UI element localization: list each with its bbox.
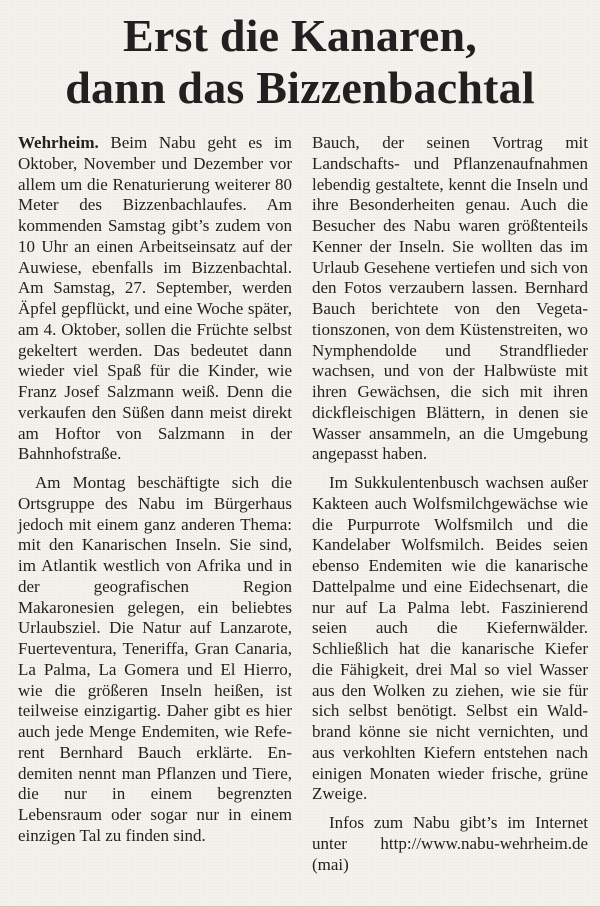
- article-paragraph: Bauch, der seinen Vortrag mit Landschafts- und Pflanzenaufnahmen lebendig gestaltete, kennt die Inseln und ihre Besonderheiten genau. Auch die Besucher des Nabu waren größtenteils Kenner der Inseln. Sie wollten das im Urlaub Gesehene vertiefen und sich von den Fotos verzaubern lassen. Bernhard Bauch berichtete von den Vegetationszonen, von dem Küstenstreiten, wo Nymphendolde und Strandflieder wachsen, und von der Halbwüste mit ihren Gewächsen, die sich mit ihren dickfleischigen Blättern, in denen sie Wasser ansammeln, an die Umgebung angepasst haben.: [312, 133, 588, 464]
- headline-line-1: Erst die Kanaren,: [123, 10, 477, 61]
- headline: [0, 10, 600, 114]
- article-column-left: [18, 133, 292, 855]
- dateline: Wehrheim.: [18, 133, 99, 152]
- article-paragraph: [18, 133, 292, 465]
- article-paragraph: Am Montag beschäftigte sich die Ortsgruppe des Nabu im Bürgerhaus jedoch mit einem ganz anderen Thema: mit den Kanarischen Inseln. Sie sind, im Atlantik westlich von Afrika und in der geografischen Region Makaronesien gelegen, ein beliebtes Urlaubsziel. Die Natur auf Lanzarote, Fuerteventura, Teneriffa, Gran Canaria, La Palma, La Gomera und El Hierro, wie die größeren Inseln heißen, ist teilweise einzigartig. Daher gibt es hier auch jede Menge Endemiten, wie Referent Bernhard Bauch erklärte. Endemiten nennt man Pflanzen und Tiere, die nur in einem begrenzten Lebensraum oder sogar nur in einem einzigen Tal zu finden sind.: [18, 473, 292, 845]
- article-column-right: [312, 133, 588, 883]
- paragraph-text: Beim Nabu geht es im Oktober, November und Dezember vor allem um die Renaturierung weiterer 80 Meter des Bizzenbachlaufes. Am kommenden Samstag gibt’s zudem von 10 Uhr an einen Arbeitseinsatz auf der Auwiese, ebenfalls im Bizzenbachtal. Am Samstag, 27. September, werden Äpfel gepflückt, und eine Woche später, am 4. Oktober, sollen die Früchte selbst gekeltert werden. Das bedeutet dann wieder viel Spaß für die Kinder, wie Franz Josef Salzmann weiß. Denn die verkaufen den Süßen dann meist direkt am Hoftor von Salzmann in der Bahnhofstraße.: [18, 133, 292, 464]
- article-paragraph: Infos zum Nabu gibt’s im Internet unter http://www.nabu-wehrheim.de (mai): [312, 813, 588, 874]
- headline-line-2: dann das Bizzenbachtal: [65, 62, 535, 113]
- article-paragraph: Im Sukkulentenbusch wachsen außer Kakteen auch Wolfsmilchgewächse wie die Purpurrote Wolfsmilch und die Kandelaber Wolfsmilch. Beides seien ebenso Endemiten wie die kanarische Dattelpalme und eine Eidechsenart, die nur auf La Palma lebt. Faszinierend seien auch die Kiefernwälder. Schließlich hat die kanarische Kiefer die Fähigkeit, drei Mal so viel Wasser aus den Wolken zu ziehen, wie sie für sich selbst benötigt. Selbst ein Waldbrand könne sie nicht vernichten, und aus verkohlten Kiefern entstehen nach einigen Monaten wieder frische, grüne Zweige.: [312, 473, 588, 804]
